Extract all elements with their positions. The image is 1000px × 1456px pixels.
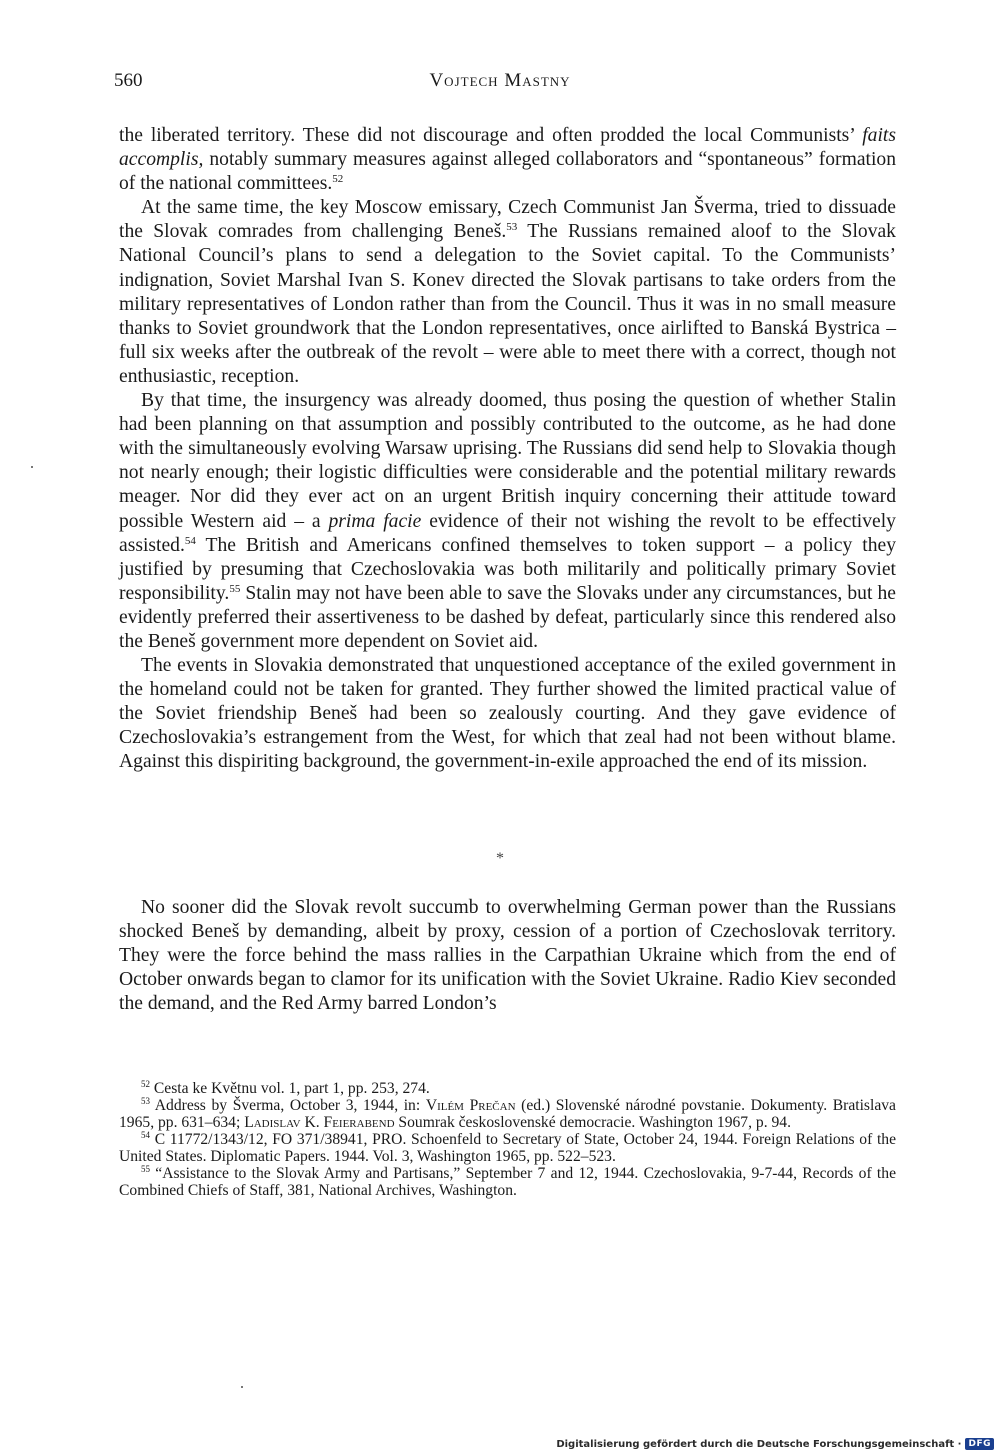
footnote-52: $^{52}$ Cesta ke Květnu vol. 1, part 1, pp. 253, 274. <box>141 1079 430 1097</box>
footnote-ref-52: 52 <box>332 173 344 186</box>
footnote-55: $^{55}$ “Assistance to the Slovak Army and Partisans,” September 7 and 12, 1944. Czechoslovakia, 9-7-44, Records of the Combined Chiefs of Staff, 381, National Archives, Washington. <box>119 1164 896 1199</box>
paragraph-1: the liberated territory. These did not discourage and often prodded the local Communists’ faits accomplis, notably summary measures against alleged collaborators and “spontaneous” formation of the national committees.$^{52}$ <box>119 125 896 195</box>
scan-speck <box>31 466 33 468</box>
dfg-logo: DFG <box>965 1438 994 1450</box>
paragraph-2: At the same time, the key Moscow emissary, Czech Communist Jan Šverma, tried to dissuade the Slovak comrades from challenging Beneš.$^{53}$ The Russians remained aloof to the Slovak National Council’s plans to send a delegation to the Soviet capital. To the Communists’ indignation, Soviet Marshal Ivan S. Konev directed the Slovak partisans to take orders from the military representatives of London rather than from the Council. Thus it was in no small measure thanks to Soviet groundwork that the London representatives, once airlifted to Banská Bystrica – full six weeks after the outbreak of the revolt – were able to meet there with a correct, though not enthusiastic, reception. <box>119 197 896 387</box>
scan-speck <box>241 1386 243 1388</box>
footnote-54: $^{54}$ C 11772/1343/12, FO 371/38941, PRO. Schoenfeld to Secretary of State, October 24, 1944. Foreign Relations of the United States. Diplomatic Papers. 1944. Vol. 3, Washington 1965, pp. 522–523. <box>119 1130 896 1165</box>
paragraph-3: By that time, the insurgency was already doomed, thus posing the question of whether Stalin had been planning on that assumption and possibly contributed to the outcome, as he had done with the simultaneously evolving Warsaw uprising. The Russians did send help to Slovakia though not nearly enough; their logistic difficulties were considerable and the potential military rewards meager. Nor did they ever act on an urgent British inquiry concerning their attitude toward possible Western aid – a prima facie evidence of their not wishing the revolt to be effectively assisted.$^{54}$ The British and Americans confined themselves to token support – a policy they justified by presuming that Czechoslovakia was both militarily and politically primary Soviet responsibility.$^{55}$ Stalin may not have been able to save the Slovaks under any circumstances, but he evidently preferred their assertiveness to be dashed by defeat, particularly since this rendered also the Beneš government more dependent on Soviet aid. <box>119 390 896 652</box>
footnote-ref-53: 53 <box>506 221 518 234</box>
digitization-credit <box>556 1438 994 1450</box>
paragraph-5: No sooner did the Slovak revolt succumb to overwhelming German power than the Russians shocked Beneš by demanding, albeit by proxy, cession of a portion of Czechoslovak territory. They were the force behind the mass rallies in the Carpathian Ukraine which from the end of October onwards began to clamor for its unification with the Soviet Ukraine. Radio Kiev seconded the demand, and the Red Army barred London’s <box>119 897 896 1015</box>
running-head: Vojtech Mastny <box>429 70 571 91</box>
page-number: 560 <box>114 70 143 91</box>
main-text-continued <box>119 896 896 1016</box>
footnotes <box>119 1080 896 1199</box>
section-separator: * <box>496 850 504 867</box>
main-text <box>119 124 896 775</box>
footnote-53: $^{53}$ Address by Šverma, October 3, 1944, in: Vilém Prečan (ed.) Slovenské národné povstanie. Dokumenty. Bratislava 1965, pp. 631–634; Ladislav K. Feierabend Soumrak československé democracie. Washington 1967, p. 94. <box>119 1096 896 1131</box>
footnote-ref-54: 54 <box>184 534 196 547</box>
dfg-credit-text: Digitalisierung gefördert durch die Deutsche Forschungsgemeinschaft · <box>556 1438 962 1450</box>
paragraph-4: The events in Slovakia demonstrated that unquestioned acceptance of the exiled government in the homeland could not be taken for granted. They further showed the limited practical value of the Soviet friendship Beneš had been so zealously courting. And they gave evidence of Czechoslovakia’s estrangement from the West, for which that zeal had not been without blame. Against this dispiriting background, the government-in-exile approached the end of its mission. <box>119 655 896 773</box>
footnote-ref-55: 55 <box>229 582 241 595</box>
